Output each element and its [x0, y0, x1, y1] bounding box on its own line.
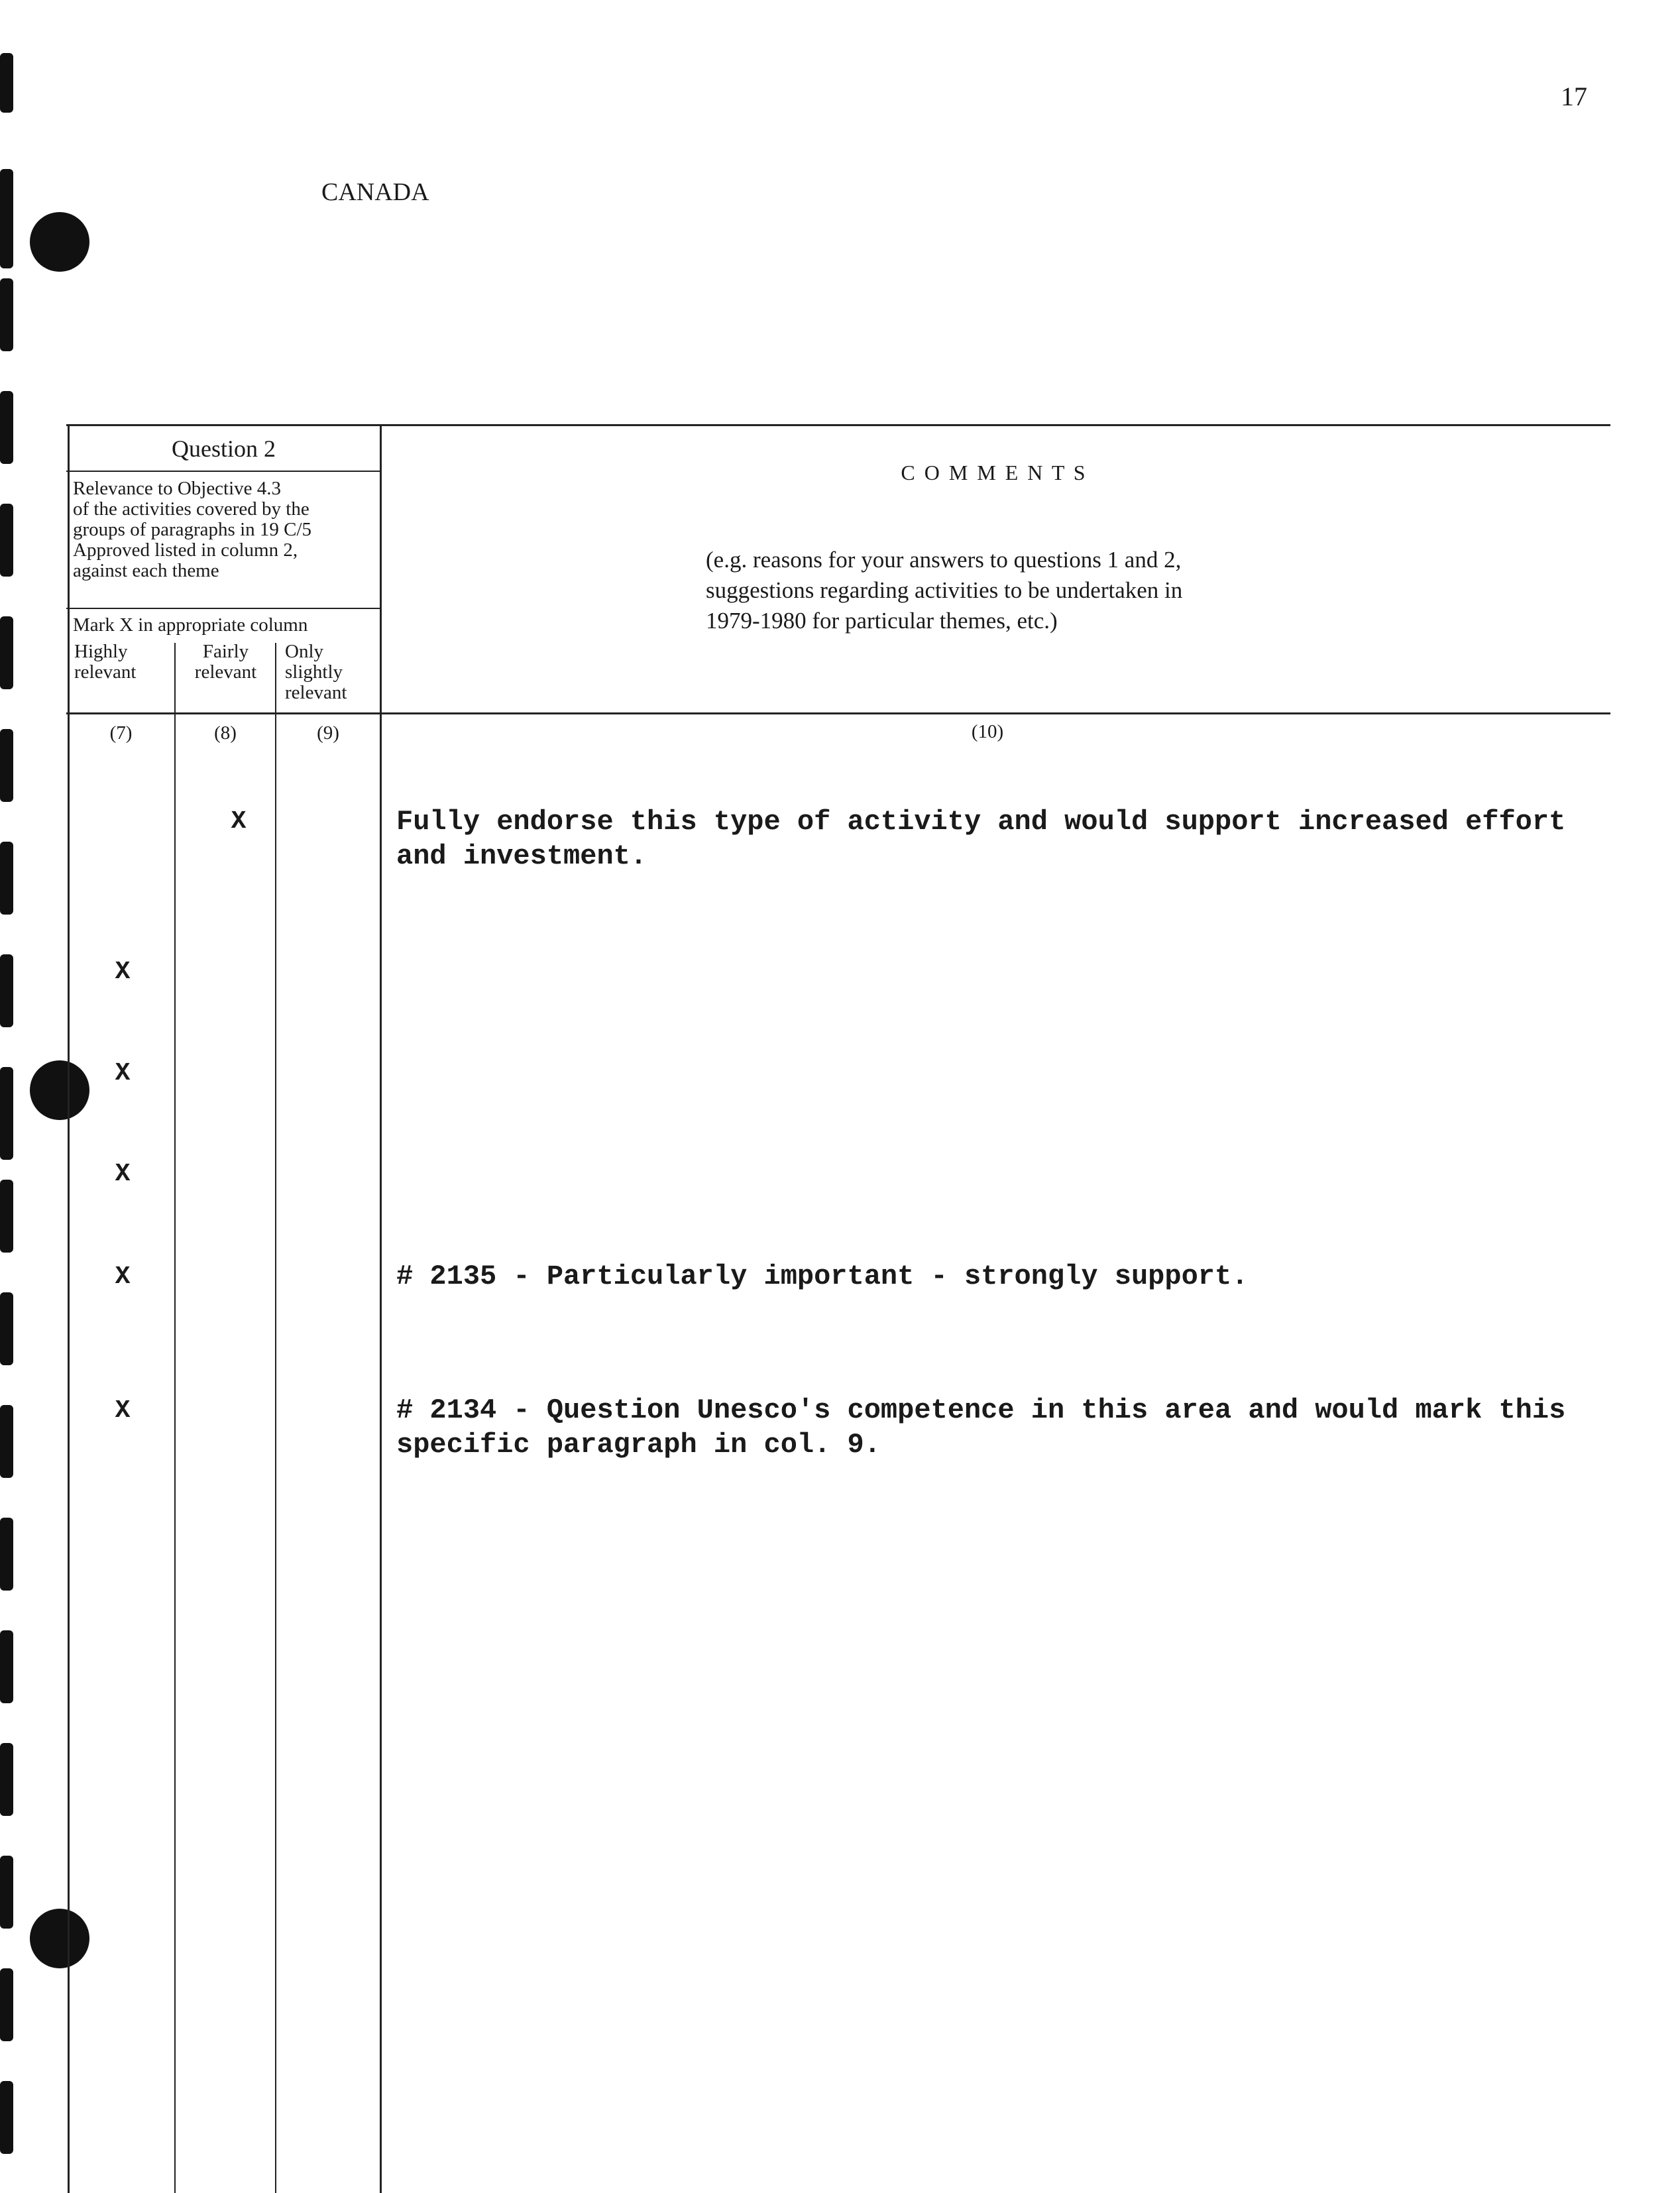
relevance-mark: X: [115, 1059, 131, 1088]
relevance-mark: X: [231, 807, 247, 836]
comments-description: (e.g. reasons for your answers to questions 1 and 2, suggestions regarding activities to be undertaken in 1979-1980 for particular themes, etc.): [706, 547, 1183, 634]
relevance-mark: X: [115, 1396, 131, 1425]
question-description: Relevance to Objective 4.3 of the activities covered by the groups of paragraphs in 19 C/5 Approved listed in column 2, against each theme: [73, 478, 312, 581]
row-comment: # 2134 - Question Unesco's competence in this area and would mark this specific paragraph in col. 9.: [396, 1394, 1566, 1461]
col-8-number: (8): [214, 722, 237, 744]
mark-instruction: Mark X in appropriate column: [73, 614, 308, 636]
relevance-mark: X: [115, 958, 131, 986]
relevance-mark: X: [115, 1263, 131, 1291]
col-9-number: (9): [317, 722, 339, 744]
col-7-label: Highly relevant: [74, 641, 137, 683]
comments-title: C O M M E N T S: [901, 461, 1088, 484]
country-heading: CANADA: [321, 178, 429, 206]
relevance-mark: X: [115, 1160, 131, 1188]
question-title: Question 2: [172, 435, 276, 462]
row-comment: # 2135 - Particularly important - strongly support.: [396, 1261, 1249, 1292]
comments-number: (10): [971, 721, 1004, 742]
col-7-number: (7): [109, 722, 133, 744]
col-9-label: Only slightly relevant: [285, 641, 347, 703]
row-comment: Fully endorse this type of activity and would support increased effort and investment.: [396, 806, 1566, 872]
page-number: 17: [1561, 82, 1587, 111]
col-8-label: Fairly relevant: [194, 641, 257, 683]
